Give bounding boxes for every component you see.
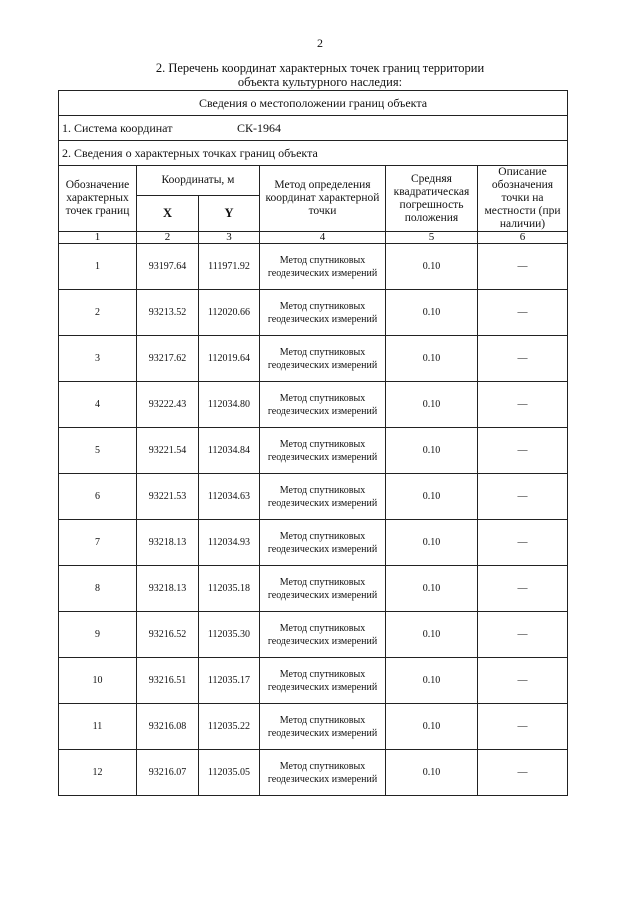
x-coordinate-cell: 93216.08 [137,704,199,750]
description-cell: — [478,428,568,474]
method-cell: Метод спутниковых геодезических измерений [260,520,386,566]
x-coordinate-cell: 93217.62 [137,336,199,382]
coordinate-system-row [59,116,568,141]
header-coordinates: Координаты, м [137,166,260,196]
column-number-row [59,232,568,244]
point-id-cell: 9 [59,612,137,658]
y-coordinate-cell: 112035.18 [199,566,260,612]
y-coordinate-cell: 112034.84 [199,428,260,474]
column-number: 3 [199,232,260,244]
error-cell: 0.10 [386,612,478,658]
point-id-cell: 12 [59,750,137,796]
y-coordinate-cell: 112019.64 [199,336,260,382]
coordinate-system-value: СК-1964 [237,120,282,135]
method-cell: Метод спутниковых геодезических измерений [260,428,386,474]
x-coordinate-cell: 93221.53 [137,474,199,520]
error-cell: 0.10 [386,474,478,520]
point-id-cell: 10 [59,658,137,704]
y-coordinate-cell: 112035.17 [199,658,260,704]
x-coordinate-cell: 93218.13 [137,566,199,612]
point-id-cell: 8 [59,566,137,612]
point-id-cell: 7 [59,520,137,566]
table-row [59,428,568,474]
table-row [59,566,568,612]
title-line-1: 2. Перечень координат характерных точек границ территории [155,61,485,75]
column-number: 6 [478,232,568,244]
document-title [130,61,510,89]
x-coordinate-cell: 93213.52 [137,290,199,336]
method-cell: Метод спутниковых геодезических измерений [260,704,386,750]
description-cell: — [478,566,568,612]
error-cell: 0.10 [386,520,478,566]
page-number: 2 [317,36,323,50]
header-y: Y [199,195,260,231]
y-coordinate-cell: 112035.22 [199,704,260,750]
point-id-cell: 5 [59,428,137,474]
table-row [59,382,568,428]
x-coordinate-cell: 93216.51 [137,658,199,704]
method-cell: Метод спутниковых геодезических измерений [260,382,386,428]
y-coordinate-cell: 112034.80 [199,382,260,428]
description-cell: — [478,382,568,428]
table-row [59,244,568,290]
method-cell: Метод спутниковых геодезических измерений [260,336,386,382]
table-row [59,336,568,382]
point-id-cell: 1 [59,244,137,290]
x-coordinate-cell: 93222.43 [137,382,199,428]
point-id-cell: 11 [59,704,137,750]
column-number: 4 [260,232,386,244]
header-designation: Обозначение характерных точек границ [59,166,137,232]
table-row [59,520,568,566]
y-coordinate-cell: 112034.93 [199,520,260,566]
method-cell: Метод спутниковых геодезических измерений [260,612,386,658]
method-cell: Метод спутниковых геодезических измерений [260,474,386,520]
error-cell: 0.10 [386,428,478,474]
point-id-cell: 2 [59,290,137,336]
x-coordinate-cell: 93218.13 [137,520,199,566]
description-cell: — [478,658,568,704]
points-section-title: 2. Сведения о характерных точках границ объекта [59,141,568,166]
table-row [59,750,568,796]
header-description: Описание обозначения точки на местности (при наличии) [478,166,568,232]
error-cell: 0.10 [386,244,478,290]
table-row [59,612,568,658]
method-cell: Метод спутниковых геодезических измерений [260,566,386,612]
error-cell: 0.10 [386,336,478,382]
description-cell: — [478,520,568,566]
section-title: Сведения о местоположении границ объекта [59,91,568,116]
x-coordinate-cell: 93197.64 [137,244,199,290]
method-cell: Метод спутниковых геодезических измерений [260,658,386,704]
column-number: 1 [59,232,137,244]
y-coordinate-cell: 112035.05 [199,750,260,796]
x-coordinate-cell: 93216.07 [137,750,199,796]
column-number: 2 [137,232,199,244]
column-number: 5 [386,232,478,244]
x-coordinate-cell: 93221.54 [137,428,199,474]
error-cell: 0.10 [386,382,478,428]
method-cell: Метод спутниковых геодезических измерений [260,244,386,290]
method-cell: Метод спутниковых геодезических измерений [260,290,386,336]
y-coordinate-cell: 112034.63 [199,474,260,520]
y-coordinate-cell: 112020.66 [199,290,260,336]
boundary-points-table [58,90,568,796]
point-id-cell: 4 [59,382,137,428]
header-x: X [137,195,199,231]
description-cell: — [478,244,568,290]
coordinate-system-label: 1. Система координат [62,120,173,135]
error-cell: 0.10 [386,704,478,750]
error-cell: 0.10 [386,566,478,612]
description-cell: — [478,474,568,520]
table-row [59,290,568,336]
y-coordinate-cell: 111971.92 [199,244,260,290]
header-error: Средняя квадратическая погрешность положения [386,166,478,232]
point-id-cell: 3 [59,336,137,382]
description-cell: — [478,750,568,796]
y-coordinate-cell: 112035.30 [199,612,260,658]
error-cell: 0.10 [386,658,478,704]
description-cell: — [478,290,568,336]
table-row [59,658,568,704]
header-method: Метод определения координат характерной точки [260,166,386,232]
error-cell: 0.10 [386,290,478,336]
table-row [59,474,568,520]
point-id-cell: 6 [59,474,137,520]
description-cell: — [478,612,568,658]
description-cell: — [478,336,568,382]
x-coordinate-cell: 93216.52 [137,612,199,658]
error-cell: 0.10 [386,750,478,796]
description-cell: — [478,704,568,750]
title-line-2: объекта культурного наследия: [237,75,403,89]
table-row [59,704,568,750]
method-cell: Метод спутниковых геодезических измерений [260,750,386,796]
